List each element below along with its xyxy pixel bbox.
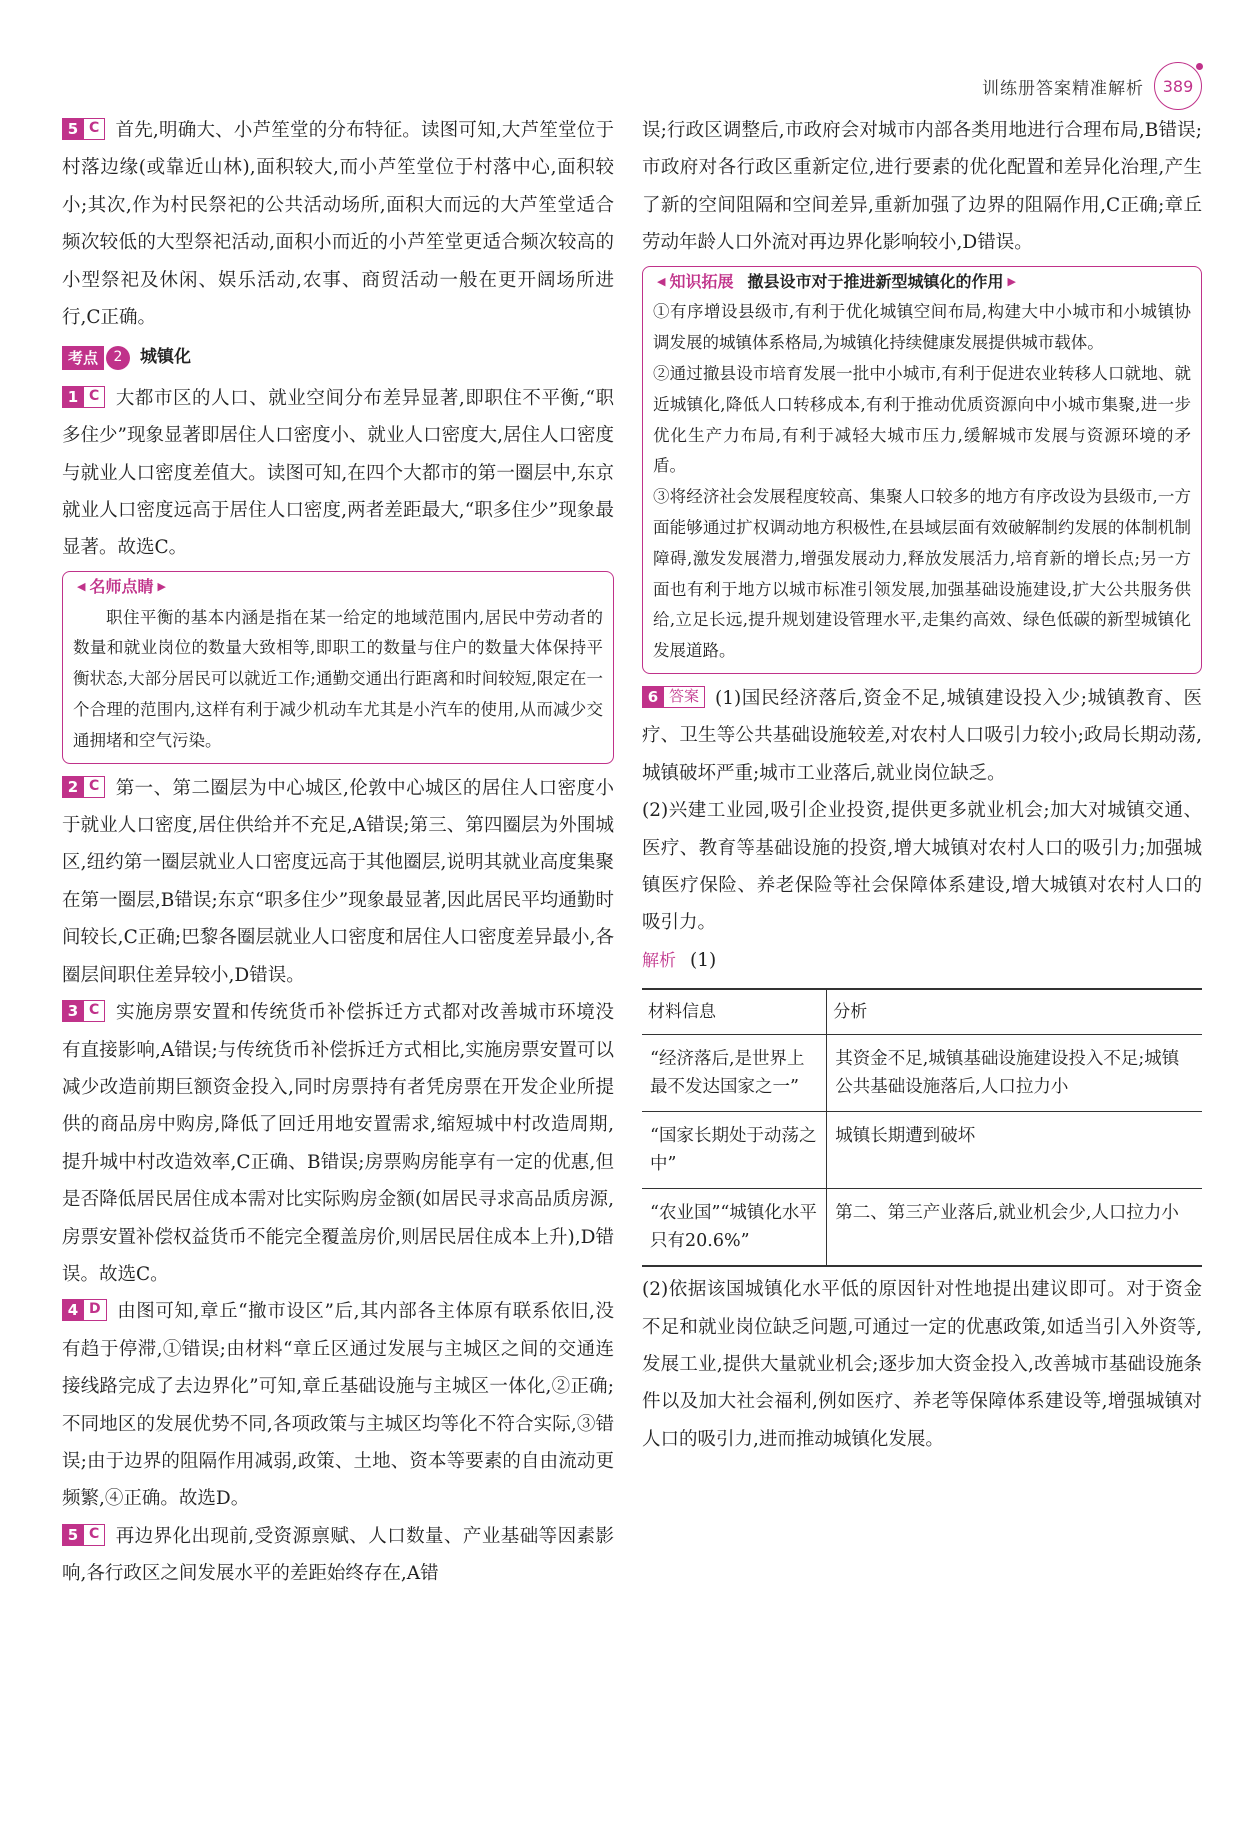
extension-point-2: ②通过撤县设市培育发展一批中小城市,有利于促进农业转移人口就地、就近城镇化,降低人口转移成本,有利于推动优质资源向中小城市集聚,进一步优化生产力布局,有利于减轻大城市压力,缓解城市发展与资源环境的矛盾。: [653, 364, 1191, 476]
question-1: 1 C 大都市区的人口、就业空间分布差异显著,即职住不平衡,“职多住少”现象显著即居住人口密度小、就业人口密度大,居住人口密度与就业人口密度差值大。读图可知,在四个大都市的第一圈层中,东京就业人口密度远高于居住人口密度,两者差距最大,“职多住少”现象最显著。故选C。: [62, 387, 614, 559]
section-title: 城镇化: [140, 347, 192, 368]
header-title: 训练册答案精准解析: [982, 78, 1144, 99]
question-badge: 1 C: [62, 386, 105, 408]
left-column: [62, 112, 614, 1593]
extension-subtitle: 撤县设市对于推进新型城镇化的作用: [747, 271, 1004, 291]
table-cell: “国家长期处于动荡之中”: [642, 1112, 827, 1189]
table-cell: “农业国”“城镇化水平只有20.6%”: [642, 1189, 827, 1267]
extension-box-title: ◀ 知识拓展 撤县设市对于推进新型城镇化的作用 ▶: [653, 267, 1191, 298]
tip-box: [62, 571, 614, 764]
tip-box-title: ◀ 名师点睛 ▶: [73, 572, 603, 603]
table-cell: “经济落后,是世界上最不发达国家之一”: [642, 1035, 827, 1112]
table-cell: 其资金不足,城镇基础设施建设投入不足;城镇公共基础设施落后,人口拉力小: [827, 1035, 1202, 1112]
question-badge: 5 C: [62, 1524, 105, 1546]
question-badge: 4 D: [62, 1299, 107, 1321]
page-number: 389: [1154, 62, 1202, 110]
tip-text: 职住平衡的基本内涵是指在某一给定的地域范围内,居民中劳动者的数量和就业岗位的数量大致相等,即职工的数量与住户的数量大体保持平衡状态,大部分居民可以就近工作;通勤交通出行距离和时间较短,限定在一个合理的范围内,这样有利于减少机动车尤其是小汽车的使用,从而减少交通拥堵和空气污染。: [73, 607, 603, 750]
analysis-heading: 解析 (1): [642, 949, 717, 971]
table-header: 材料信息: [642, 989, 827, 1035]
table-row: [642, 1112, 1202, 1189]
table-header: 分析: [827, 989, 1202, 1035]
question-2: 2 C 第一、第二圈层为中心城区,伦敦中心城区的居住人口密度小于就业人口密度,居住供给并不充足,A错误;第三、第四圈层为外围城区,纽约第一圈层就业人口密度远高于其他圈层,说明其就业高度集聚在第一圈层,B错误;东京“职多住少”现象最显著,因此居民平均通勤时间较长,C正确;巴黎各圈层就业人口密度和居住人口密度差异最小,各圈层间职住差异较小,D错误。: [62, 777, 614, 986]
question-badge: 5 C: [62, 118, 105, 140]
question-4: 4 D 由图可知,章丘“撤市设区”后,其内部各主体原有联系依旧,没有趋于停滞,①错误;由材料“章丘区通过发展与主城区之间的交通连接线路完成了去边界化”可知,章丘基础设施与主城区一体化,②正确;不同地区的发展优势不同,各项政策与主城区均等化不符合实际,③错误;由于边界的阻隔作用减弱,政策、土地、资本等要素的自由流动更频繁,④正确。故选D。: [62, 1301, 614, 1510]
question-5b-continued: 误;行政区调整后,市政府会对城市内部各类用地进行合理布局,B错误;市政府对各行政区重新定位,进行要素的优化配置和差异化治理,产生了新的空间阻隔和空间差异,重新加强了边界的阻隔作用,C正确;章丘劳动年龄人口外流对再边界化影响较小,D错误。: [642, 120, 1202, 254]
extension-point-1: ①有序增设县级市,有利于优化城镇空间布局,构建大中小城市和小城镇协调发展的城镇体系格局,为城镇化持续健康发展提供城市载体。: [653, 302, 1191, 353]
analysis-table: [642, 988, 1202, 1267]
question-5b: 5 C 再边界化出现前,受资源禀赋、人口数量、产业基础等因素影响,各行政区之间发展水平的差距始终存在,A错: [62, 1525, 614, 1585]
triangle-left-icon: ◀: [77, 579, 86, 593]
answer-badge: 6 答案: [642, 686, 705, 708]
table-cell: 第二、第三产业落后,就业机会少,人口拉力小: [827, 1189, 1202, 1267]
page-header: [982, 62, 1202, 110]
question-6-answer-1: 6 答案 (1)国民经济落后,资金不足,城镇建设投入少;城镇教育、医疗、卫生等公共基础设施较差,对农村人口吸引力较小;政局长期动荡,城镇破坏严重;城市工业落后,就业岗位缺乏。: [642, 686, 1202, 784]
analysis-part-2: (2)依据该国城镇化水平低的原因针对性地提出建议即可。对于资金不足和就业岗位缺乏问题,可通过一定的优惠政策,如适当引入外资等,发展工业,提供大量就业机会;逐步加大资金投入,改善城市基础设施条件以及加大社会福利,例如医疗、养老等保障体系建设等,增强城镇对人口的吸引力,进而推动城镇化发展。: [642, 1279, 1202, 1450]
right-column: [642, 112, 1202, 1458]
question-6-answer-2: (2)兴建工业园,吸引企业投资,提供更多就业机会;加大对城镇交通、医疗、教育等基础设施的投资,增大城镇对农村人口的吸引力;加强城镇医疗保险、养老保险等社会保障体系建设,增大城镇对农村人口的吸引力。: [642, 800, 1202, 934]
section-label: 考点: [62, 346, 104, 370]
question-5a: 5 C 首先,明确大、小芦笙堂的分布特征。读图可知,大芦笙堂位于村落边缘(或靠近山林),面积较大,而小芦笙堂位于村落中心,面积较小;其次,作为村民祭祀的公共活动场所,面积大而远的大芦笙堂适合频次较低的大型祭祀活动,面积小而近的小芦笙堂更适合频次较高的小型祭祀及休闲、娱乐活动,农事、商贸活动一般在更开阔场所进行,C正确。: [62, 120, 614, 329]
table-cell: 城镇长期遭到破坏: [827, 1112, 1202, 1189]
table-row: [642, 1189, 1202, 1267]
question-badge: 2 C: [62, 776, 105, 798]
analysis-label: 解析: [642, 950, 676, 971]
section-heading: [62, 339, 614, 376]
question-badge: 3 C: [62, 1000, 105, 1022]
knowledge-extension-box: [642, 266, 1202, 674]
triangle-right-icon: ▶: [157, 579, 166, 593]
extension-point-3: ③将经济社会发展程度较高、集聚人口较多的地方有序改设为县级市,一方面能够通过扩权调动地方积极性,在县域层面有效破解制约发展的体制机制障碍,激发发展潜力,增强发展动力,释放发展活力,培育新的增长点;另一方面也有利于地方以城市标准引领发展,加强基础设施建设,扩大公共服务供给,立足长远,提升规划建设管理水平,走集约高效、绿色低碳的新型城镇化发展道路。: [653, 487, 1191, 661]
table-row: [642, 1035, 1202, 1112]
triangle-left-icon: ◀: [657, 274, 666, 288]
question-3: 3 C 实施房票安置和传统货币补偿拆迁方式都对改善城市环境没有直接影响,A错误;与传统货币补偿拆迁方式相比,实施房票安置可以减少改造前期巨额资金投入,同时房票持有者凭房票在开发企业所提供的商品房中购房,降低了回迁用地安置需求,缩短城中村改造周期,提升城中村改造效率,C正确、B错误;房票购房能享有一定的优惠,但是否降低居民居住成本需对比实际购房金额(如居民寻求高品质房源,房票安置补偿权益货币不能完全覆盖房价,则居民居住成本上升),D错误。故选C。: [62, 1002, 614, 1285]
triangle-right-icon: ▶: [1007, 274, 1016, 288]
section-number: 2: [106, 346, 130, 370]
